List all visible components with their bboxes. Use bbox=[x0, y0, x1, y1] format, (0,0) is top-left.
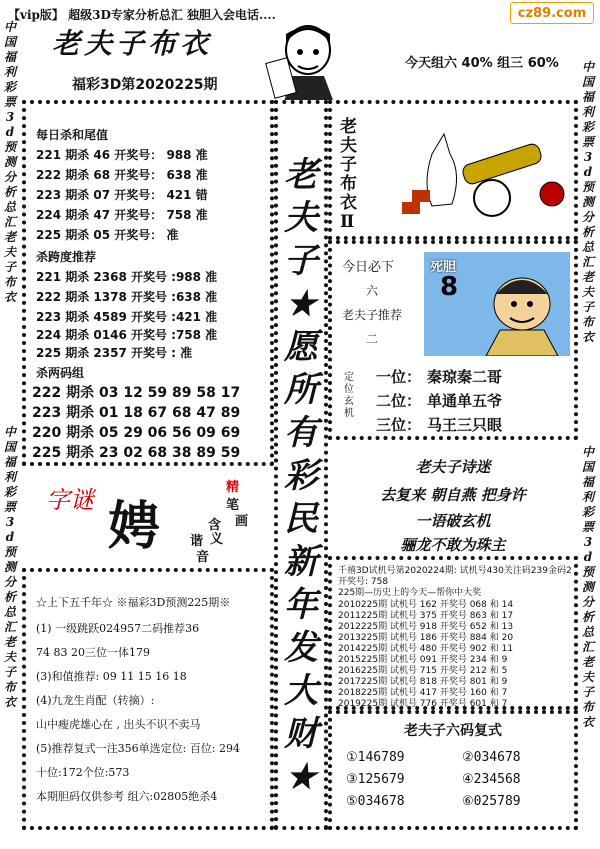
site-logo[interactable]: cz89.com bbox=[510, 2, 594, 24]
position-pick-1: 一位： 秦琼秦二哥 bbox=[376, 368, 503, 386]
kill-row: 225 期杀 05 开奖号： 准 bbox=[36, 228, 179, 242]
position-pick-3: 三位： 马王三只眼 bbox=[376, 416, 503, 434]
riddle-word: 笔 bbox=[226, 498, 240, 513]
poem-title: 老夫子诗迷 bbox=[415, 458, 491, 476]
center-slogan-box bbox=[274, 100, 328, 830]
today-ratio: 今天组六 40% 组三 60% bbox=[405, 56, 559, 71]
kill-sum-title: 每日杀和尾值 bbox=[36, 128, 109, 142]
history-row: 2017225期 试机号 818 开奖号 801 和 9 bbox=[338, 677, 508, 687]
right-side-text-2: 中 国 福 利 彩 票 3 d 预 测 分 析 总 汇 老 夫 子 布 衣 bbox=[581, 445, 594, 729]
history-row: 2018225期 试机号 417 开奖号 160 和 7 bbox=[338, 688, 508, 698]
riddle-char: 娉 bbox=[108, 496, 161, 557]
two-code-row: 220 期杀 05 29 06 56 09 69 bbox=[32, 425, 241, 441]
span-title: 杀跨度推荐 bbox=[36, 250, 97, 264]
kill-row: 224 期杀 47 开奖号： 758 准 bbox=[36, 208, 208, 222]
cannon-cat-illustration-icon bbox=[392, 114, 572, 232]
combo-item: ⑥025789 bbox=[462, 794, 521, 809]
history-intro: 225期—历史上的今天—帮你中大奖 bbox=[338, 588, 482, 598]
right-side-text: 中 国 福 利 彩 票 3 d 预 测 分 析 总 汇 老 夫 子 布 衣 bbox=[581, 60, 594, 344]
riddle-side-label: 字谜 bbox=[46, 486, 94, 514]
combo-item: ⑤034678 bbox=[346, 794, 405, 809]
issue-number: 福彩3D第2020225期 bbox=[72, 77, 218, 93]
span-row: 224 期杀 0146 开奖号 :758 准 bbox=[36, 328, 218, 342]
cartoon-old-man-icon bbox=[476, 260, 566, 356]
riddle-word: 谐 bbox=[190, 534, 204, 549]
two-code-row: 223 期杀 01 18 67 68 47 89 bbox=[32, 405, 241, 421]
position-label: 定 位 玄 机 bbox=[344, 372, 354, 419]
today-must-label: 今日必下 bbox=[342, 260, 395, 275]
span-row: 225 期杀 2357 开奖号 : 准 bbox=[36, 346, 193, 360]
six-codes-title: 老夫子六码复式 bbox=[404, 723, 502, 739]
recommend-label: 老夫子推荐 bbox=[342, 308, 403, 322]
poem-area bbox=[328, 448, 578, 558]
two-code-title: 杀两码组 bbox=[36, 366, 85, 380]
lower-line: 十位:172个位:573 bbox=[36, 766, 130, 779]
riddle-word: 精 bbox=[226, 480, 240, 495]
combo-item: ①146789 bbox=[346, 750, 405, 765]
badge-number: 8 bbox=[440, 272, 459, 302]
lower-line: 山中瘦虎雄心在 , 出头不识不卖马 bbox=[36, 718, 201, 731]
history-row: 2019225期 试机号 776 开奖号 601 和 7 bbox=[338, 699, 508, 709]
lower-line: (3)和值推荐: 09 11 15 16 18 bbox=[36, 670, 187, 683]
lower-line: (5)推荐复式一注356单选定位: 百位: 294 bbox=[36, 742, 240, 755]
combo-item: ④234568 bbox=[462, 772, 521, 787]
left-side-text: 中 国 福 利 彩 票 3 d 预 测 分 析 总 汇 老 夫 子 布 衣 bbox=[3, 20, 16, 304]
lower-line: (1) 一级跳跃024957二码推荐36 bbox=[36, 622, 200, 635]
history-intro: 千禧3D试机号第2020224期: 试机号430关注码239金码2 bbox=[338, 566, 572, 576]
lower-left-box bbox=[22, 568, 274, 830]
history-row: 2015225期 试机号 091 开奖号 234 和 9 bbox=[338, 655, 508, 665]
span-row: 222 期杀 1378 开奖号 :638 准 bbox=[36, 290, 218, 304]
history-row: 2013225期 试机号 186 开奖号 884 和 20 bbox=[338, 633, 514, 643]
lower-line: 74 83 20三位一体179 bbox=[36, 646, 150, 659]
riddle-word: 义 bbox=[210, 532, 224, 547]
history-intro: 开奖号: 758 bbox=[338, 577, 389, 587]
right-top-box bbox=[328, 100, 578, 240]
death-digit-panel bbox=[424, 252, 570, 356]
riddle-word: 画 bbox=[235, 514, 249, 529]
kill-row: 221 期杀 46 开奖号： 988 准 bbox=[36, 148, 208, 162]
center-slogan: 老 夫 子 ★ 愿 所 有 彩 民 新 年 发 大 财 ★ bbox=[284, 155, 318, 797]
span-row: 223 期杀 4589 开奖号 :421 准 bbox=[36, 310, 218, 324]
poem-line-1: 去复来 朝自燕 把身许 bbox=[380, 486, 526, 504]
lower-line: ☆上下五千年☆ ※福彩3D预测225期※ bbox=[36, 596, 231, 609]
left-side-text-2: 中 国 福 利 彩 票 3 d 预 测 分 析 总 汇 老 夫 子 布 衣 bbox=[3, 425, 16, 709]
kill-row: 223 期杀 07 开奖号： 421 错 bbox=[36, 188, 208, 202]
two-code-row: 225 期杀 23 02 68 38 89 59 bbox=[32, 445, 241, 461]
history-row: 2010225期 试机号 162 开奖号 068 和 14 bbox=[338, 600, 514, 610]
history-row: 2012225期 试机号 918 开奖号 652 和 13 bbox=[338, 622, 514, 632]
recommend-value: 二 bbox=[366, 332, 379, 346]
badge-label: 死胆 bbox=[430, 260, 457, 275]
poem-line-3: 骊龙不敢为珠主 bbox=[400, 536, 506, 554]
history-row: 2014225期 试机号 480 开奖号 902 和 11 bbox=[338, 644, 514, 654]
combo-item: ③125679 bbox=[346, 772, 405, 787]
six-codes-box bbox=[328, 710, 578, 830]
lower-line: 本期胆码仅供参考 组六:02805绝杀4 bbox=[36, 790, 218, 803]
history-row: 2016225期 试机号 715 开奖号 212 和 5 bbox=[338, 666, 508, 676]
right-mid-box bbox=[328, 240, 578, 440]
page-title: 老夫子布衣 bbox=[52, 27, 213, 60]
history-box bbox=[328, 556, 578, 710]
banner-text: 【vip版】 超级3D专家分析总汇 独胆入会电话.... bbox=[8, 8, 276, 22]
riddle-area bbox=[30, 470, 270, 565]
history-row: 2011225期 试机号 375 开奖号 863 和 17 bbox=[338, 611, 514, 621]
left-stats-box bbox=[22, 100, 274, 466]
two-code-row: 222 期杀 03 12 59 89 58 17 bbox=[32, 385, 241, 401]
span-row: 221 期杀 2368 开奖号 :988 准 bbox=[36, 270, 218, 284]
riddle-word: 音 bbox=[196, 550, 210, 565]
right-top-title: 老 夫 子 布 衣 Ⅱ bbox=[340, 117, 357, 232]
kill-row: 222 期杀 68 开奖号： 638 准 bbox=[36, 168, 208, 182]
position-pick-2: 二位： 单通单五爷 bbox=[376, 392, 503, 410]
cartoon-portrait-icon bbox=[262, 20, 342, 110]
poem-line-2: 一语破玄机 bbox=[415, 512, 491, 530]
combo-item: ②034678 bbox=[462, 750, 521, 765]
today-must-value: 六 bbox=[366, 284, 379, 298]
lower-line: (4)九龙生肖配（转摘）: bbox=[36, 694, 155, 707]
riddle-word: 含 bbox=[208, 518, 222, 533]
